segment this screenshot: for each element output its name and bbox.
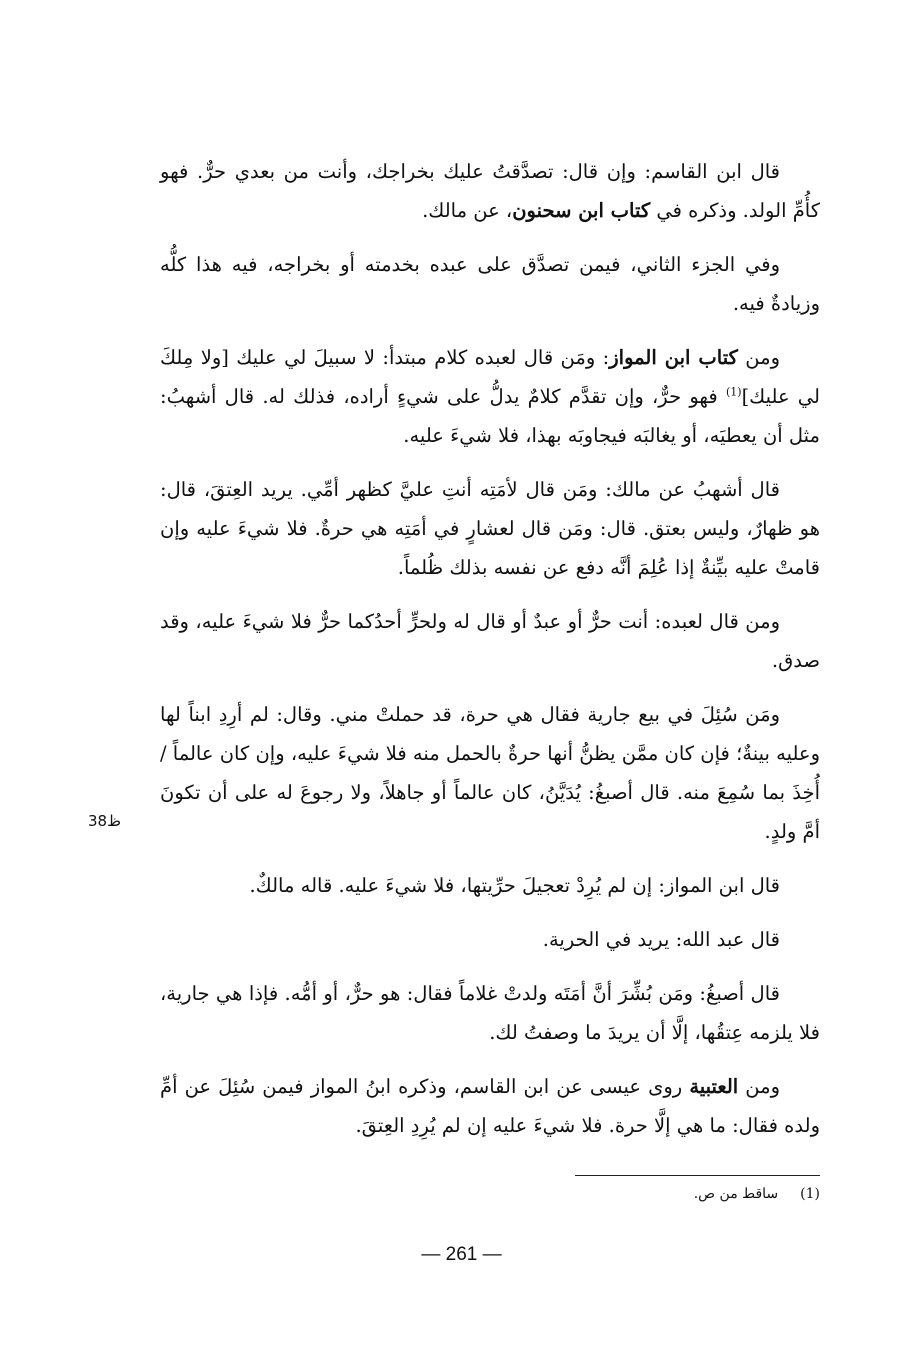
footnote: [560, 1186, 820, 1202]
footnote-text: ساقط من ص.: [693, 1186, 779, 1202]
paragraph: ومن العتبية روى عيسى عن ابن القاسم، وذكره ابنُ المواز فيمن سُئِلَ عن أمِّ ولده فقال: ما هي إلَّا حرة. فلا شيءَ عليه إن لم يُرِدِ العِتقَ.: [160, 1075, 820, 1137]
paragraph: قال ابن المواز: إن لم يُرِدْ تعجيلَ حرِّيتها، فلا شيءَ عليه. قاله مالكٌ.: [249, 874, 780, 897]
book-title: كتاب ابن المواز: [609, 346, 738, 369]
paragraph: قال أشهبُ عن مالك: ومَن قال لأمَتِه أنتِ عليَّ كظهر أمِّي. يريد العِتقَ، قال: هو ظهارٌ، وليس بعتق. قال: ومَن قال لعشارٍ في أمَتِه هي حرةٌ. فلا شيءَ عليه وإن قامتْ عليه بيِّنةٌ إذا عُلِمَ أنَّه دفع عن نفسه بذلك ظُلماً.: [160, 478, 820, 579]
paragraph: ومن قال لعبده: أنت حرٌّ أو عبدٌ أو قال له ولحرٍّ أحدُكما حرٌّ فلا شيءَ عليه، وقد صدق.: [160, 610, 820, 672]
main-text: [160, 152, 820, 1160]
paragraph: ومن كتاب ابن المواز: ومَن قال لعبده كلام مبتدأ: لا سبيلَ لي عليك [ولا مِلكَ لي عليك]$^{(1)}$ فهو حرٌّ، وإن تقدَّم كلامٌ يدلُّ على شيءٍ أراده، فذلك له. قال أشهبُ: مثل أن يعطيَه، أو يغالبَه فيجاوبَه بهذا، فلا شيءَ عليه.: [160, 346, 820, 447]
footnote-number: (1): [800, 1186, 820, 1202]
paragraph: ومَن سُئِلَ في بيع جارية فقال هي حرة، قد حملتْ مني. وقال: لم أرِدِ ابناً لها وعليه بينةٌ؛ فإن كان ممَّن يظنُّ أنها حرةٌ بالحمل منه فلا شيءَ عليه، وإن كان عالماً / أُخِذَ بما سُمِعَ منه. قال أصبغُ: يُدَيَّنُ، كان عالماً أو جاهلاً، ولا رجوعَ له على أن تكونَ أمَّ ولدٍ.: [160, 703, 820, 843]
paragraph: قال عبد الله: يريد في الحرية.: [542, 928, 780, 951]
book-title: كتاب ابن سحنون: [512, 199, 651, 222]
footnote-divider: [575, 1175, 820, 1176]
paragraph: قال أصبغُ: ومَن بُشِّرَ أنَّ أمَتَه ولدتْ غلاماً فقال: هو حرٌّ، أو أمُّه. فإذا هي جارية، فلا يلزمه عِتقُها، إلَّا أن يريدَ ما وصفتُ لك.: [160, 982, 820, 1044]
footnote-marker: (1): [725, 385, 742, 399]
paragraph: وفي الجزء الثاني، فيمن تصدَّق على عبده بخدمته أو بخراجه، فيه هذا كلُّه وزيادةٌ فيه.: [160, 253, 820, 315]
margin-manuscript-ref: ظ38: [88, 812, 121, 830]
page-number: — 261 —: [421, 1244, 502, 1265]
paragraph: قال ابن القاسم: وإن قال: تصدَّقتُ عليك بخراجك، وأنت من بعدي حرٌّ. فهو كأُمِّ الولد. وذكره في كتاب ابن سحنون، عن مالك.: [160, 160, 820, 222]
book-title: العتبية: [689, 1075, 739, 1098]
